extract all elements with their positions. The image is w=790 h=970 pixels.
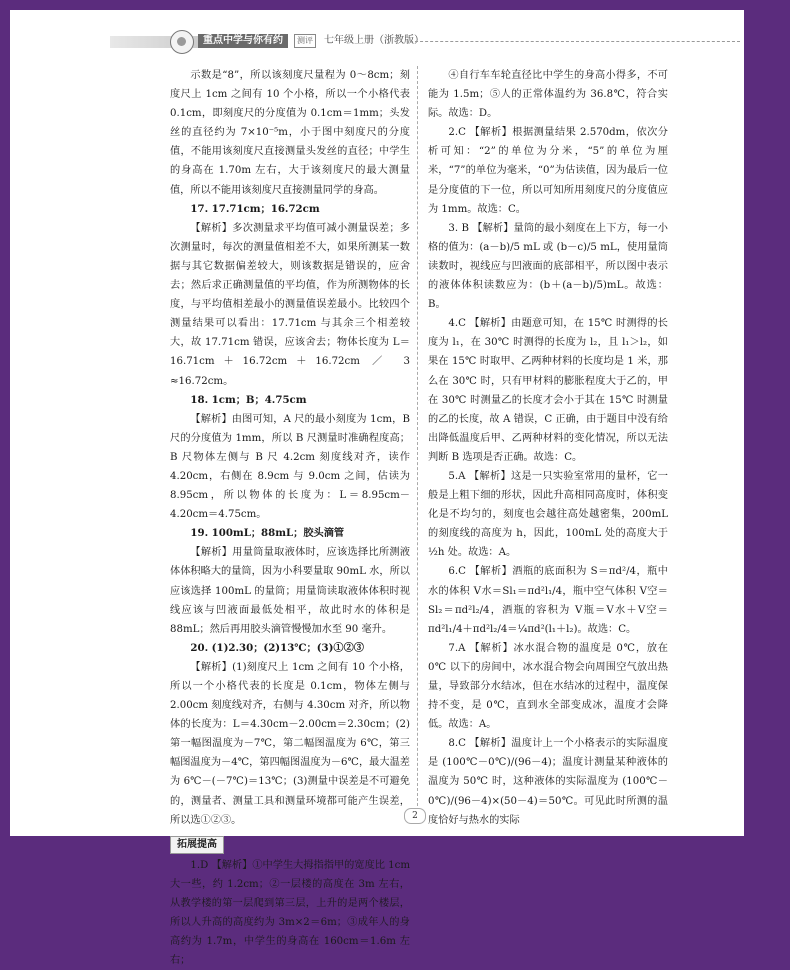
left-column [170,66,410,970]
explanation-paragraph: 2.C 【解析】根据测量结果 2.570dm，依次分析可知：“2”的单位为分米，“5”的单位为厘米，“7”的单位为毫米，“0”为估读值，因为最后一位是分度值的下一位，所以可知所用刻度尺的分度值应为 1mm。故选：C。 [428,127,668,215]
page-header [110,30,750,52]
explanation-paragraph: 【解析】由图可知，A 尺的最小刻度为 1cm，B 尺的分度值为 1mm，所以 B 尺测量时准确程度高；B 尺物体左侧与 B 尺 4.2cm 刻度线对齐，读作 4.20cm，右侧在 8.9cm 与 9.0cm 之间，估读为 8.95cm，所以物体的长度为：L＝8.95cm－4.20cm＝4.75cm。 [170,413,410,521]
column-divider [417,66,418,806]
explanation-paragraph: 【解析】(1)刻度尺上 1cm 之间有 10 个小格，所以一个小格代表的长度是 0.1cm，物体左侧与 2.00cm 刻度线对齐，右侧与 4.30cm 对齐，所以物体的长度为：L＝4.30cm－2.00cm＝2.30cm；(2)第一幅图温度为－7℃，第二幅图温度为 6℃，第三幅图温度为－4℃，第四幅图温度为－6℃，最大温差为 6℃－(－7℃)＝13℃；(3)测量中误差是不可避免的，测量者、测量工具和测量环境都可能产生误差，所以选①②③。 [170,661,410,826]
answer-line: 18. 1cm；B；4.75cm [190,393,307,406]
school-logo-icon [170,30,194,54]
border-right [744,0,790,854]
explanation-paragraph: ④自行车车轮直径比中学生的身高小得多，不可能为 1.5m；⑤人的正常体温约为 36.8℃，符合实际。故选：D。 [428,70,668,120]
explanation-paragraph: 4.C 【解析】由题意可知，在 15℃ 时测得的长度为 l₁，在 30℃ 时测得的长度为 l₂，且 l₁＞l₂，如果在 15℃ 时取甲、乙两种材料的长度均是 1 米，那么在 30℃ 时，只有甲材料的膨胀程度大于乙的，甲在 30℃ 时测量乙的长度才会小于其在 15℃ 时测量的乙的长度，故 A 错误，C 正确，由于题目中没有给出降低温度后甲、乙两种材料的变化情况，所以无法判断 B 选项是否正确。故选：C。 [428,318,668,463]
explanation-paragraph: 5.A 【解析】这是一只实验室常用的量杯，它一般是上粗下细的形状，因此升高相同高度时，体积变化是不均匀的，刻度也会越往高处越密集，200mL 的刻度线的高度为 h，因此，100mL 处的高度大于 ½h 处。故选：A。 [428,470,668,559]
explanation-paragraph: 1.D 【解析】①中学生大拇指指甲的宽度比 1cm 大一些，约 1.2cm；②一层楼的高度在 3m 左右，从教学楼的第一层爬到第三层，上升的是两个楼层，所以人升高的高度约为 3m×2＝6m；③成年人的身高约为 1.7m，中学生的身高在 160cm＝1.6m 左右； [170,859,410,967]
explanation-paragraph: 3. B 【解析】量筒的最小刻度在上下方，每一小格的值为：(a－b)/5 mL 或 (b－c)/5 mL，使用量筒读数时，视线应与凹液面的底部相平，所以图中表示的液体体积读数应为：(b＋(a－b)/5)mL。故选：B。 [428,222,668,311]
explanation-paragraph: 示数是“8”，所以该刻度尺量程为 0～8cm；刻度尺上 1cm 之间有 10 个小格，所以一个小格代表 0.1cm，即刻度尺的分度值为 0.1cm＝1mm；头发丝的直径约为 7×10⁻⁵m，小于图中刻度尺的分度值，不能用该刻度尺直接测量头发丝的直径；中学生的身高在 1.70m 左右，大于该刻度尺的最大测量值，所以不能用该刻度尺直接测量同学的身高。 [170,70,410,196]
border-left [0,0,10,854]
page-number: 2 [404,808,426,824]
right-column [428,66,668,830]
header-rule [410,41,740,42]
explanation-paragraph: 【解析】多次测量求平均值可减小测量误差；多次测量时，每次的测量值相差不大，如果所测某一数据与其它数据偏差较大，则该数据是错误的，应舍去；然后求正确测量值的平均值，作为所测物体的长度，与平均值相差最小的测量值误差最小。比较四个测量结果可以看出：17.71cm 与其余三个相差较大，故 17.71cm 错误，应该舍去；物体长度为 L＝16.71cm＋16.72cm＋16.72cm ／ 3 ≈16.72cm。 [170,222,410,387]
explanation-paragraph: 6.C 【解析】酒瓶的底面积为 S＝πd²/4，瓶中水的体积 V水＝Sl₁＝πd²l₁/4，瓶中空气体积 V空＝Sl₂＝πd²l₂/4，酒瓶的容积为 V瓶＝V水＋V空＝πd²l₁/4＋πd²l₂/4＝¼πd²(l₁＋l₂)。故选：C。 [428,566,668,635]
answer-line: 20. (1)2.30；(2)13℃；(3)①②③ [190,641,364,654]
header-subtitle: 七年级上册（浙教版） [324,35,424,46]
header-badge: 测评 [294,34,316,48]
explanation-paragraph: 【解析】用量筒量取液体时，应该选择比所测液体体积略大的量筒，因为小科要量取 90mL 水，所以应该选择 100mL 的量筒；用量筒读取液体体积时视线应该与凹液面最低处相平，故此时水的体积是 88mL；然后再用胶头滴管慢慢加水至 90 毫升。 [170,547,410,635]
section-title: 拓展提高 [170,836,224,854]
header-title: 重点中学与你有约 [198,34,288,48]
answer-line: 17. 17.71cm；16.72cm [190,202,320,215]
explanation-paragraph: 7.A 【解析】冰水混合物的温度是 0℃，放在 0℃ 以下的房间中，冰水混合物会向周围空气放出热量，导致部分水结冰，但在水结冰的过程中，温度保持不变，是 0℃，直到水全部变成冰，温度才会降低。故选：A。 [428,642,668,731]
explanation-paragraph: 8.C 【解析】温度计上一个小格表示的实际温度是 (100℃－0℃)/(96－4)；温度计测量某种液体的温度为 50℃ 时，这种液体的实际温度为 (100℃－0℃)/(96－4)×(50－4)＝50℃。可见此时所测的温度恰好与热水的实际 [428,738,668,826]
header-band [110,36,210,48]
answer-line: 19. 100mL；88mL；胶头滴管 [190,527,345,540]
border-top [0,0,790,10]
